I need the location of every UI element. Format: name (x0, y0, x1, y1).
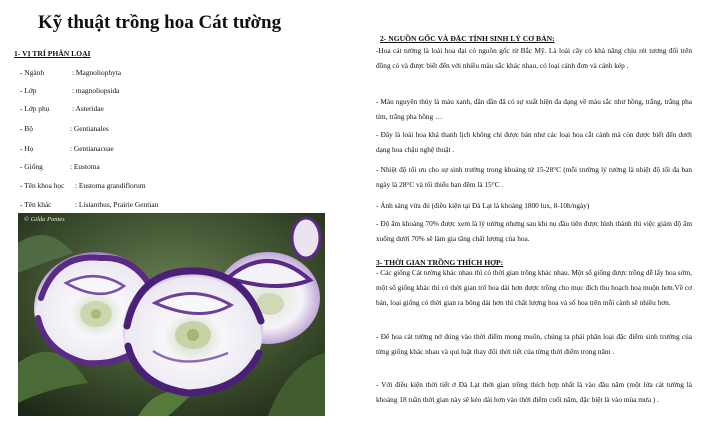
section-2-heading: 2- NGUỒN GỐC VÀ ĐẶC TÍNH SINH LÝ CƠ BẢN: (380, 34, 555, 43)
paragraph: - Với điều kiện thời tiết ở Đà Lạt thời gian trồng thích hợp nhất là vào đầu năm (một lứa cát tường là khoảng 18 tuần thời gian này sẽ kéo dài hơn vào thời điểm cuối năm, đặc biệt là vào mùa mưa ) . (376, 380, 692, 404)
paragraph: -Hoa cát tường là loài hoa đại có nguồn gốc từ Bắc Mỹ. Là loài cây có khả năng chịu rét tương đối trên đồng cỏ và được biết đến với nhiều màu sắc khác nhau, có loại cánh đơn và cánh kép . (376, 46, 692, 70)
paragraph: - Độ ẩm khoảng 70% được xem là lý tưởng nhưng sau khi nụ đầu tiên được hình thành thì việc giảm độ ẩm xuống dưới 70% sẽ làm gia tăng chất lượng của hoa. (376, 219, 692, 243)
taxonomy-label: - Lớp phụ (20, 104, 50, 113)
paragraph: - Các giống Cát tường khác nhau thì có thời gian trồng khác nhau. Một số giống được trồng dễ lấy hoa sớm, một số giống khác thì có thời gian trổ hoa dài hơn được trồng cho mục đích thu hoạch hoa muộn hơn.Về cơ bản, loại giống có thời gian ra bông dài hơn thì chất lượng hoa và số hoa trên mỗi cành sẽ nhiều hơn. (376, 268, 692, 307)
taxonomy-row (20, 86, 320, 96)
taxonomy-value: : Eustoma grandiflorum (75, 181, 146, 190)
taxonomy-label: - Tên khác (20, 200, 52, 209)
page-title: Kỹ thuật trồng hoa Cát tường (38, 12, 282, 33)
taxonomy-label: - Ngành (20, 68, 45, 77)
taxonomy-value: : magnoliopsida (72, 86, 120, 95)
paragraph: - Nhiệt độ tối ưu cho sự sinh trưởng trong khoảng từ 15-28°C (mỗi trường lý tưởng là nhiệt độ tối đa ban ngày là 28°C và tối thiểu ban đêm là 15°C . (376, 165, 692, 189)
paragraph: - Để hoa cát tường nở đúng vào thời điểm mong muốn, chúng ta phải phân loại đặc điểm sinh trưởng của từng giống khác nhau và qui luật thay đổi thời tiết của từng thời điểm trong năm . (376, 332, 692, 356)
taxonomy-row (20, 200, 320, 210)
taxonomy-row (20, 144, 320, 154)
section-3-heading: 3- THỜI GIAN TRỒNG THÍCH HỢP: (376, 258, 504, 267)
lisianthus-illustration (18, 213, 325, 416)
taxonomy-value: : Asteridae (72, 104, 104, 113)
taxonomy-label: - Họ (20, 144, 34, 153)
taxonomy-label: - Lớp (20, 86, 37, 95)
paragraph: - Màu nguyên thủy là màu xanh, dần dần đã có sự xuất hiện đa dạng về màu sắc như hồng, trắng, trắng pha tím, trắng pha hồng … (376, 97, 692, 121)
taxonomy-row (20, 68, 320, 78)
taxonomy-row (20, 104, 320, 114)
taxonomy-row (20, 124, 320, 134)
photo-credit: © Gilda Pontes (24, 216, 65, 223)
taxonomy-label: - Tên khoa học (20, 181, 65, 190)
taxonomy-value: : Gentianaceae (70, 144, 114, 153)
taxonomy-row (20, 181, 320, 191)
taxonomy-row (20, 162, 320, 172)
taxonomy-value: : Gentianales (70, 124, 109, 133)
taxonomy-label: - Bộ (20, 124, 33, 133)
taxonomy-label: - Giống (20, 162, 43, 171)
section-1-heading: 1- VỊ TRÍ PHÂN LOẠI (14, 49, 91, 58)
taxonomy-value: : Magnoliophyta (72, 68, 122, 77)
taxonomy-value: : Eustoma (70, 162, 100, 171)
paragraph: - Đây là loài hoa khá thanh lịch không chỉ được bán như các loại hoa cắt cành mà còn được biết đến dưới dạng hoa chậu nghệ thuật . (376, 130, 692, 154)
flower-photo (18, 213, 325, 416)
paragraph: - Ánh sáng vừa đủ (điều kiện tại Đà Lạt là khoảng 1800 lux, 8-10h/ngày) (376, 201, 590, 210)
taxonomy-value: : Lisianthus, Prairie Gentian (75, 200, 159, 209)
